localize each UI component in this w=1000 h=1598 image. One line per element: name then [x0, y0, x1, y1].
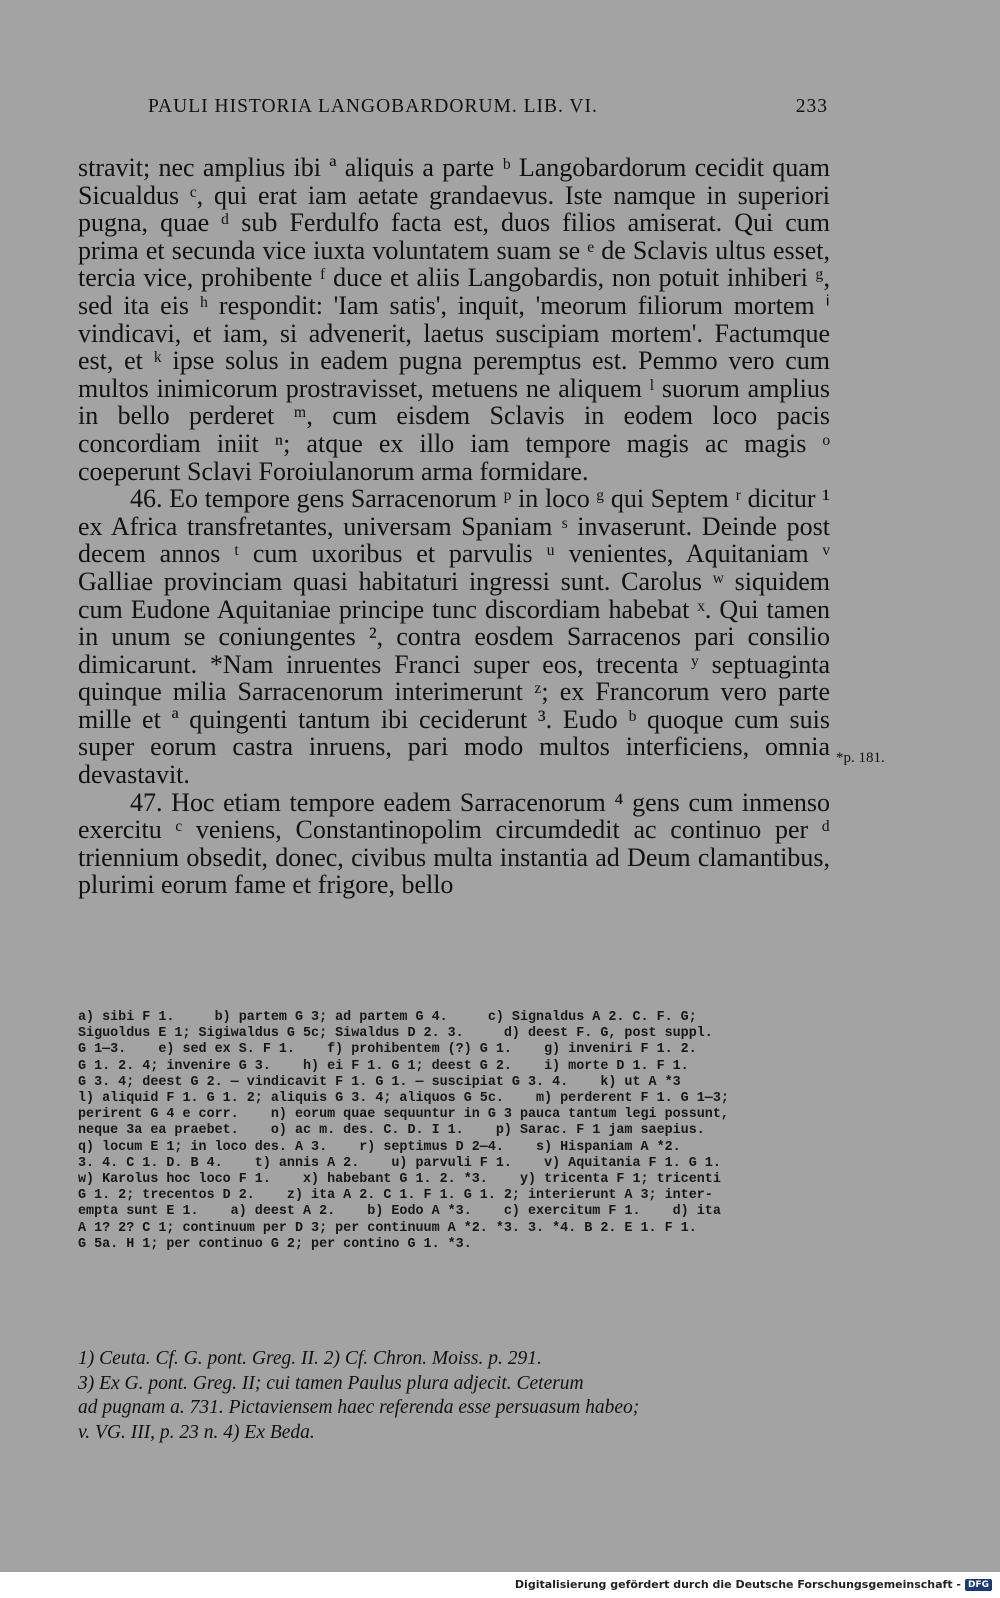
source-notes	[78, 1347, 830, 1445]
chapter-46: 46. Eo tempore gens Sarracenorum ᵖ in loco ᵍ qui Septem ʳ dicitur ¹ ex Africa transfretantes, universam Spaniam ˢ invaserunt. Deinde post decem annos ᵗ cum uxoribus et parvulis ᵘ venientes, Aquitaniam ᵛ Galliae provinciam quasi habitaturi ingressi sunt. Carolus ʷ siquidem cum Eudone Aquitaniae principe tunc discordiam habebat ˣ. Qui tamen in unum se coniungentes ², contra eosdem Sarracenos pari consilio dimicarunt. *Nam inruentes Franci super eos, trecenta ʸ septuaginta quinque milia Sarracenorum interimerunt ᶻ; ex Francorum vero parte mille et ª quingenti tantum ibi ceciderunt ³. Eudo ᵇ quoque cum suis super eorum castra inruens, pari modo multos interficiens, omnia devastavit.	[78, 484, 830, 790]
margin-page-reference: *p. 181.	[836, 750, 885, 766]
critical-apparatus: a) sibi F 1. b) partem G 3; ad partem G 4. c) Signaldus A 2. C. F. G; Siguoldus E 1; Sigiwaldus G 5c; Siwaldus D 2. 3. d) deest F. G, post suppl. G 1—3. e) sed ex S. F 1. f) prohibentem (?) G 1. g) inveniri F 1. 2. G 1. 2. 4; invenire G 3. h) ei F 1. G 1; deest G 2. i) morte D 1. F 1. G 3. 4; deest G 2. — vindicavit F 1. G 1. — suscipiat G 3. 4. k) ut A *3 l) aliquid F 1. G 1. 2; aliquis G 3. 4; aliquos G 5c. m) perderent F 1. G 1—3; perirent G 4 e corr. n) eorum quae sequuntur in G 3 pauca tantum legi possunt, neque 3a ea praebet. o) ac m. des. C. D. I 1. p) Sarac. F 1 jam saepius. q) locum E 1; in loco des. A 3. r) septimus D 2—4. s) Hispaniam A *2. 3. 4. C 1. D. B 4. t) annis A 2. u) parvuli F 1. v) Aquitania F 1. G 1. w) Karolus hoc loco F 1. x) habebant G 1. 2. *3. y) tricenta F 1; tricenti G 1. 2; trecentos D 2. z) ita A 2. C 1. F 1. G 1. 2; interierunt A 3; inter- empta sunt E 1. a) deest A 2. b) Eodo A *3. c) exercitum F 1. d) ita A 1? 2? C 1; continuum per D 3; per continuum A *2. *3. 3. *4. B 2. E 1. F 1. G 5a. H 1; per continuo G 2; per contino G 1. *3.	[78, 1010, 729, 1252]
source-note-line: 3) Ex G. pont. Greg. II; cui tamen Paulus plura adjecit. Ceterum	[78, 1372, 584, 1394]
dfg-logo-icon: DFG	[965, 1579, 992, 1591]
digitization-footer	[515, 1578, 992, 1591]
paragraph-continuation: stravit; nec amplius ibi ª aliquis a parte ᵇ Langobardorum cecidit quam Sicualdus ᶜ, qui erat iam aetate grandaevus. Iste namque in superiori pugna, quae ᵈ sub Ferdulfo facta est, duos filios amiserat. Qui cum prima et secunda vice iuxta voluntatem suam se ᵉ de Sclavis ultus esset, tercia vice, prohibente ᶠ duce et aliis Langobardis, non potuit inhiberi ᵍ, sed ita eis ʰ respondit: 'Iam satis', inquit, 'meorum filiorum mortem ⁱ vindicavi, et iam, si advenerit, laetus suscipiam mortem'. Factumque est, et ᵏ ipse solus in eadem pugna peremptus est. Pemmo vero cum multos inimicorum prostravisset, metuens ne aliquem ˡ suorum amplius in bello perderet ᵐ, cum eisdem Sclavis in eodem loco pacis concordiam iniit ⁿ; atque ex illo iam tempore magis ac magis ᵒ coeperunt Sclavi Foroiulanorum arma formidare.	[78, 153, 830, 486]
source-note-line: v. VG. III, p. 23 n. 4) Ex Beda.	[78, 1421, 315, 1443]
main-text	[78, 154, 830, 899]
footer-text: Digitalisierung gefördert durch die Deutsche Forschungsgemeinschaft -	[514, 1578, 961, 1591]
source-note-line: 1) Ceuta. Cf. G. pont. Greg. II. 2) Cf. Chron. Moiss. p. 291.	[78, 1348, 542, 1369]
chapter-47: 47. Hoc etiam tempore eadem Sarracenorum ⁴ gens cum inmenso exercitu ᶜ veniens, Constantinopolim circumdedit ac continuo per ᵈ triennium obsedit, donec, civibus multa instantia ad Deum clamantibus, plurimi eorum fame et frigore, bello	[78, 787, 830, 900]
source-note-line: ad pugnam a. 731. Pictaviensem haec referenda esse persuasum habeo;	[78, 1397, 640, 1418]
running-title: PAULI HISTORIA LANGOBARDORUM. LIB. VI.	[148, 96, 598, 117]
running-header	[148, 96, 828, 118]
page-number: 233	[795, 96, 828, 117]
